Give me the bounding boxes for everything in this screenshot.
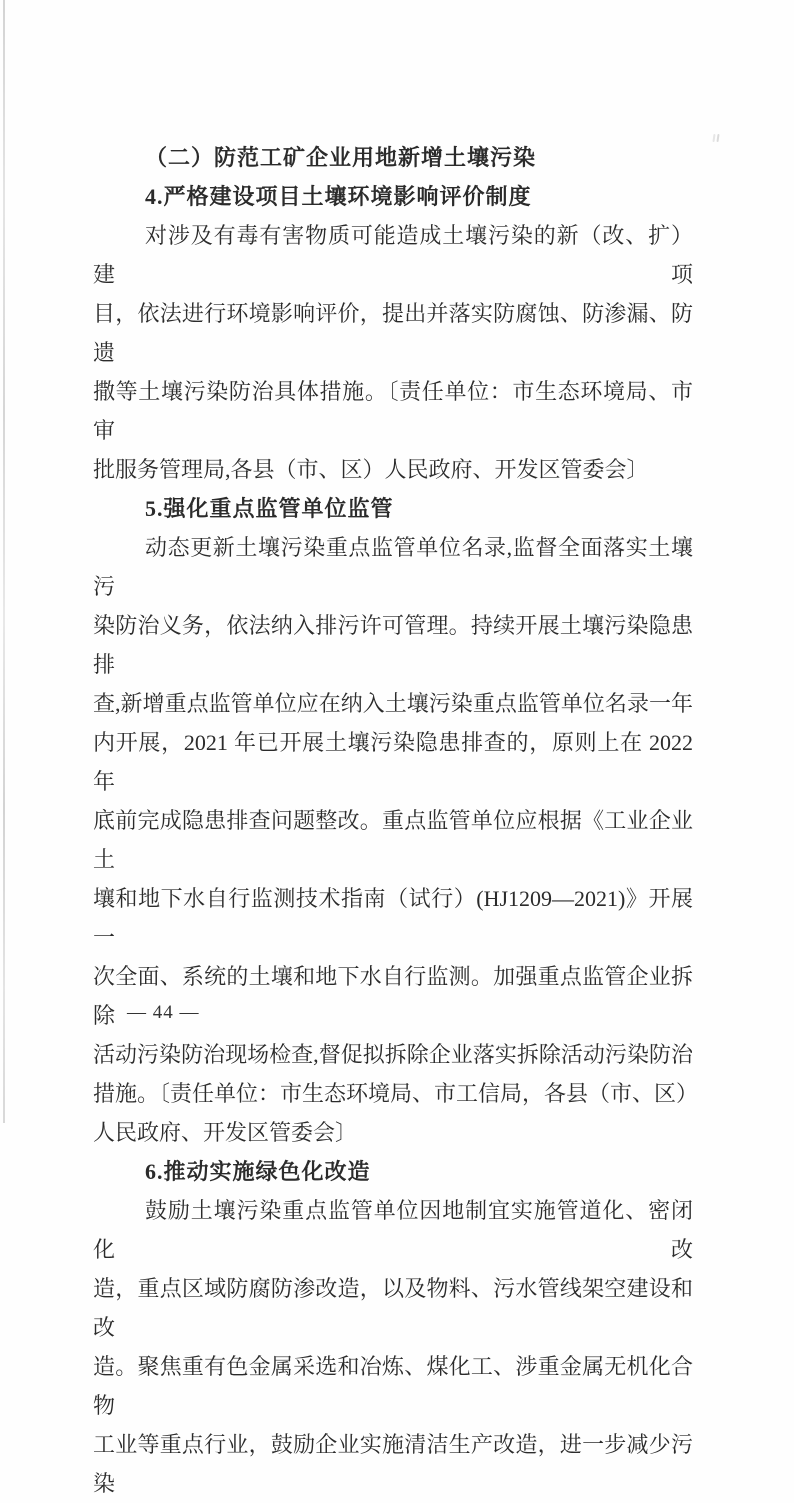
text-line: 内开展，2021 年已开展土壤污染隐患排查的，原则上在 2022 年 bbox=[93, 730, 693, 794]
text-line: 人民政府、开发区管委会〕 bbox=[93, 1120, 358, 1145]
text-line: 染防治义务，依法纳入排污许可管理。持续开展土壤污染隐患排 bbox=[93, 613, 693, 677]
scan-edge-artifact bbox=[3, 0, 5, 1123]
item-heading-5: 5.强化重点监管单位监管 bbox=[145, 496, 394, 521]
item-heading-4: 4.严格建设项目土壤环境影响评价制度 bbox=[145, 184, 532, 209]
paragraph-item-5 bbox=[93, 528, 699, 1152]
page-number: — 44 — bbox=[127, 1002, 200, 1023]
text-line: 批服务管理局,各县（市、区）人民政府、开发区管委会〕 bbox=[93, 457, 649, 482]
section-heading-2: （二）防范工矿企业用地新增土壤污染 bbox=[145, 145, 537, 170]
text-line: 次全面、系统的土壤和地下水自行监测。加强重点监管企业拆除 bbox=[93, 964, 693, 1028]
text-line: 查,新增重点监管单位应在纳入土壤污染重点监管单位名录一年 bbox=[93, 691, 693, 716]
text-line: 措施。〔责任单位：市生态环境局、市工信局，各县（市、区） bbox=[93, 1081, 699, 1106]
text-line: 造，重点区域防腐防渗改造，以及物料、污水管线架空建设和改 bbox=[93, 1276, 693, 1340]
text-line: 壤和地下水自行监测技术指南（试行）(HJ1209—2021)》开展一 bbox=[93, 886, 693, 950]
item-heading-6: 6.推动实施绿色化改造 bbox=[145, 1159, 371, 1184]
text-line: 动态更新土壤污染重点监管单位名录,监督全面落实土壤污 bbox=[93, 535, 693, 599]
scan-speck-artifact bbox=[712, 133, 721, 144]
text-line: 底前完成隐患排查问题整改。重点监管单位应根据《工业企业土 bbox=[93, 808, 693, 872]
text-line: 撒等土壤污染防治具体措施。〔责任单位：市生态环境局、市审 bbox=[93, 379, 693, 443]
document-content bbox=[93, 138, 699, 1503]
text-line: 鼓励土壤污染重点监管单位因地制宜实施管道化、密闭化改 bbox=[93, 1198, 693, 1262]
text-line: 工业等重点行业，鼓励企业实施清洁生产改造，进一步减少污染 bbox=[93, 1432, 693, 1496]
paragraph-item-6 bbox=[93, 1191, 693, 1503]
text-line: 目，依法进行环境影响评价，提出并落实防腐蚀、防渗漏、防遗 bbox=[93, 301, 693, 365]
text-line: 对涉及有毒有害物质可能造成土壤污染的新（改、扩）建项 bbox=[93, 223, 693, 287]
paragraph-item-4 bbox=[93, 216, 693, 489]
text-line: 活动污染防治现场检查,督促拟拆除企业落实拆除活动污染防治 bbox=[93, 1042, 693, 1067]
text-line: 造。聚焦重有色金属采选和冶炼、煤化工、涉重金属无机化合物 bbox=[93, 1354, 693, 1418]
